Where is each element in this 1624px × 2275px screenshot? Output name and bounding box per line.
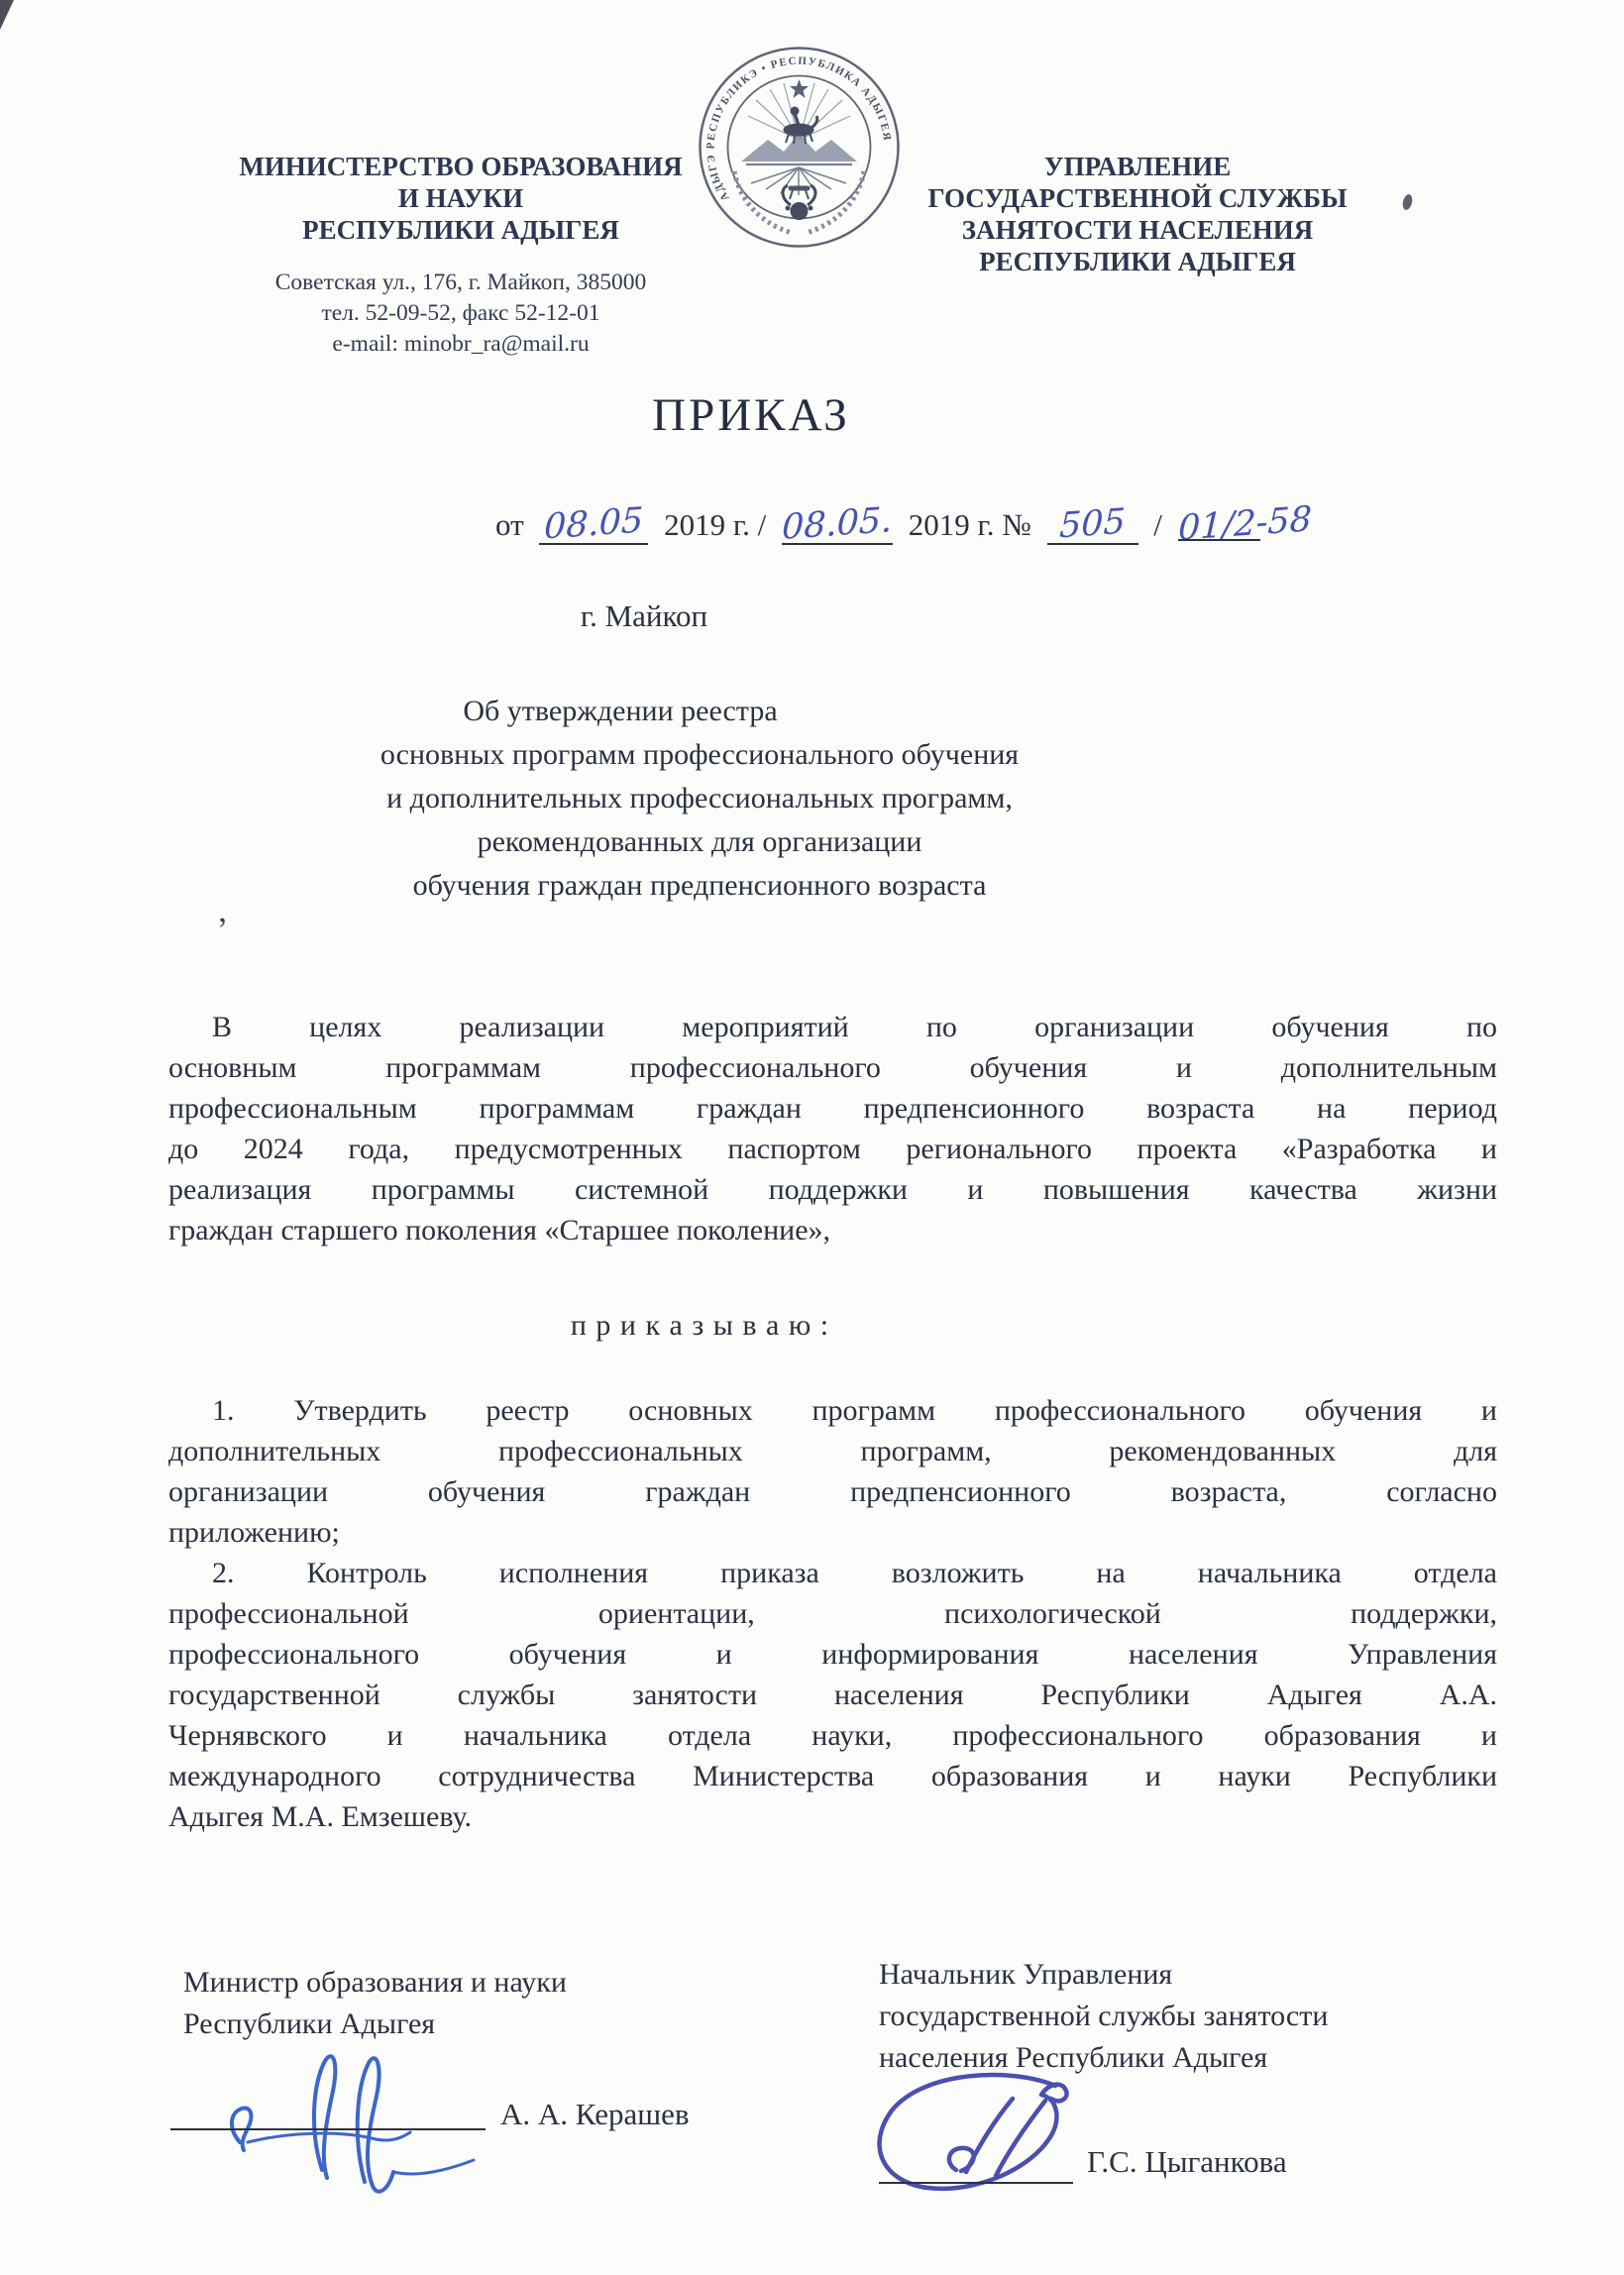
ink-fleck <box>1401 193 1414 211</box>
address-line: Советская ул., 176, г. Майкоп, 385000 <box>274 270 647 295</box>
date-blank-2 <box>781 500 894 548</box>
signer-title-line: Министр образования и науки <box>183 1966 567 1999</box>
subject-line: Об утверждении реестра <box>463 695 778 727</box>
number-blank-2 <box>1177 499 1313 549</box>
order-item-1-line: приложению; <box>168 1516 340 1549</box>
org-name-line: МИНИСТЕРСТВО ОБРАЗОВАНИЯ <box>239 152 683 181</box>
body-line: до 2024 года, предусмотренных паспортом регионального проекта «Разработка и <box>168 1133 1497 1165</box>
body-line: реализация программы системной поддержки и повышения качества жизни <box>168 1173 1497 1206</box>
order-item-2-line: Чернявского и начальника отдела науки, профессионального образования и <box>168 1719 1497 1752</box>
order-item-1-line: дополнительных профессиональных программ, рекомендованных для <box>168 1435 1497 1467</box>
emblem-star-icon <box>790 79 809 98</box>
decree-line <box>168 1305 1497 1346</box>
stray-pen-mark: ’ <box>215 911 232 949</box>
number-blank <box>1047 501 1138 547</box>
address-line: тел. 52-09-52, факс 52-12-01 <box>321 300 600 326</box>
address-line: e-mail: minobr_ra@mail.ru <box>332 331 590 357</box>
org-name-line: РЕСПУБЛИКИ АДЫГЕЯ <box>302 215 619 245</box>
order-item-2-line: Адыгея М.А. Емзешеву. <box>168 1800 472 1833</box>
subject-line: рекомендованных для организации <box>477 825 922 858</box>
date-year-1: 2019 г. / <box>664 507 767 542</box>
handwritten-registry-number: 01/2-58 <box>1177 499 1313 549</box>
order-item-2-line: профессионального обучения и информирования населения Управления <box>168 1638 1497 1671</box>
org-name-line: ГОСУДАРСТВЕННОЙ СЛУЖБЫ <box>927 183 1348 213</box>
signature-right-ink <box>862 2051 1189 2210</box>
signer-title-line: населения Республики Адыгея <box>879 2041 1268 2074</box>
order-item-1-line: 1. Утвердить реестр основных программ профессионального обучения и <box>212 1394 1497 1427</box>
date-number-line <box>495 499 1313 549</box>
body-line: основным программам профессионального обучения и дополнительным <box>168 1051 1497 1084</box>
order-item-2-line: международного сотрудничества Министерства образования и науки Республики <box>168 1760 1497 1792</box>
number-slash: / <box>1153 507 1162 542</box>
handwritten-date-1: 08.05 <box>543 500 645 548</box>
document-title: ПРИКАЗ <box>652 389 850 441</box>
adygea-coat-of-arms-emblem <box>697 45 902 250</box>
order-item-2-line: 2. Контроль исполнения приказа возложить на начальника отдела <box>212 1557 1497 1589</box>
body-line: профессиональным программам граждан предпенсионного возраста на период <box>168 1092 1497 1125</box>
signature-line-right <box>879 2182 1073 2184</box>
signer-right-name: Г.С. Цыганкова <box>1087 2144 1287 2179</box>
subject-line: и дополнительных профессиональных программ, <box>386 782 1013 814</box>
order-body <box>168 1007 1497 1837</box>
org-name-line: УПРАВЛЕНИЕ <box>1043 152 1232 181</box>
body-line: граждан старшего поколения «Старшее поколение», <box>168 1214 831 1246</box>
org-name-line: ЗАНЯТОСТИ НАСЕЛЕНИЯ <box>961 215 1314 245</box>
subject-line: обучения граждан предпенсионного возраста <box>412 869 987 902</box>
scan-corner-artifact <box>0 0 14 30</box>
date-from-label: от <box>495 507 524 542</box>
header-left-org <box>238 151 684 360</box>
signer-left-name: А. А. Керашев <box>500 2097 690 2131</box>
city-line: г. Майкоп <box>580 598 708 633</box>
date-year-2: 2019 г. № <box>908 507 1031 542</box>
header-right-org <box>910 151 1365 277</box>
order-item-2-line: профессиональной ориентации, психологической поддержки, <box>168 1597 1497 1630</box>
handwritten-date-2: 08.05. <box>781 500 894 548</box>
subject-line: основных программ профессионального обучения <box>379 738 1020 771</box>
signer-title-line: государственной службы занятости <box>879 2000 1329 2032</box>
subject-block <box>343 690 1056 908</box>
body-line: В целях реализации мероприятий по организации обучения по <box>212 1011 1497 1043</box>
emblem-circular-text: АДЫГЭ РЕСПУБЛИКЭ • РЕСПУБЛИКА АДЫГЕЯ <box>704 54 894 203</box>
order-item-1-line: организации обучения граждан предпенсионного возраста, согласно <box>168 1475 1497 1508</box>
org-name-line: РЕСПУБЛИКИ АДЫГЕЯ <box>979 247 1296 276</box>
signer-title-line: Начальник Управления <box>879 1958 1173 1991</box>
org-name-line: И НАУКИ <box>397 183 524 213</box>
handwritten-order-number: 505 <box>1058 501 1127 547</box>
order-item-2-line: государственной службы занятости населения Республики Адыгея А.А. <box>168 1679 1497 1711</box>
header-left-address <box>238 268 684 360</box>
signature-line-left <box>170 2128 486 2130</box>
signer-title-line: Республики Адыгея <box>183 2007 436 2040</box>
decree-word: п р и к а з ы в а ю : <box>570 1309 830 1342</box>
emblem-mountains <box>741 134 857 162</box>
date-blank-1 <box>539 500 648 548</box>
